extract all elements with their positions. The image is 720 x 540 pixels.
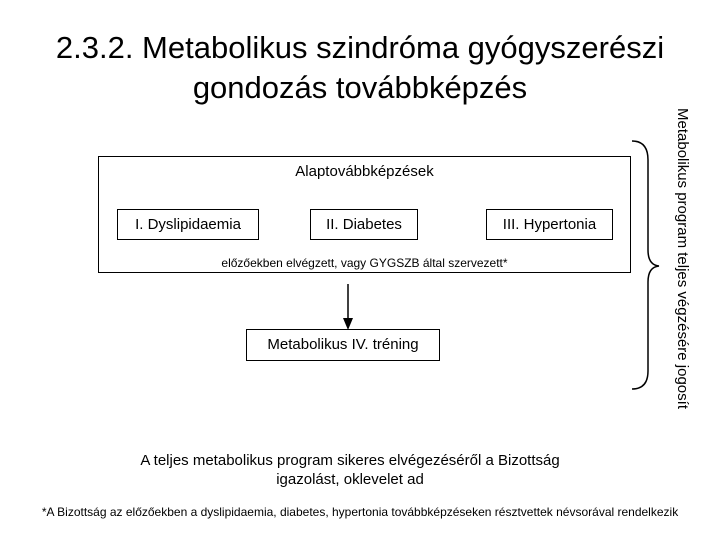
result-text: A teljes metabolikus program sikeres elvégezéséről a Bizottság igazolást, oklevelet ad <box>140 452 560 488</box>
course-box-dyslipidaemia: I. Dyslipidaemia <box>117 209 259 240</box>
training-box: Metabolikus IV. tréning <box>246 329 440 361</box>
course-box-hypertonia: III. Hypertonia <box>486 209 613 240</box>
side-vertical-label: Metabolikus program teljes végzésére jogosít <box>674 108 691 409</box>
page-title: 2.3.2. Metabolikus szindróma gyógyszerészi gondozás továbbképzés <box>55 30 665 105</box>
right-curly-brace <box>632 141 659 389</box>
basic-courses-note: előzőekben elvégzett, vagy GYGSZB által szervezett* <box>221 256 508 270</box>
course-box-diabetes: II. Diabetes <box>310 209 418 240</box>
basic-courses-heading: Alaptovábbképzések <box>295 163 434 180</box>
footnote: *A Bizottság az előzőekben a dyslipidaemia, diabetes, hypertonia továbbképzéseken résztvettek névsorával rendelkezik <box>41 505 679 519</box>
